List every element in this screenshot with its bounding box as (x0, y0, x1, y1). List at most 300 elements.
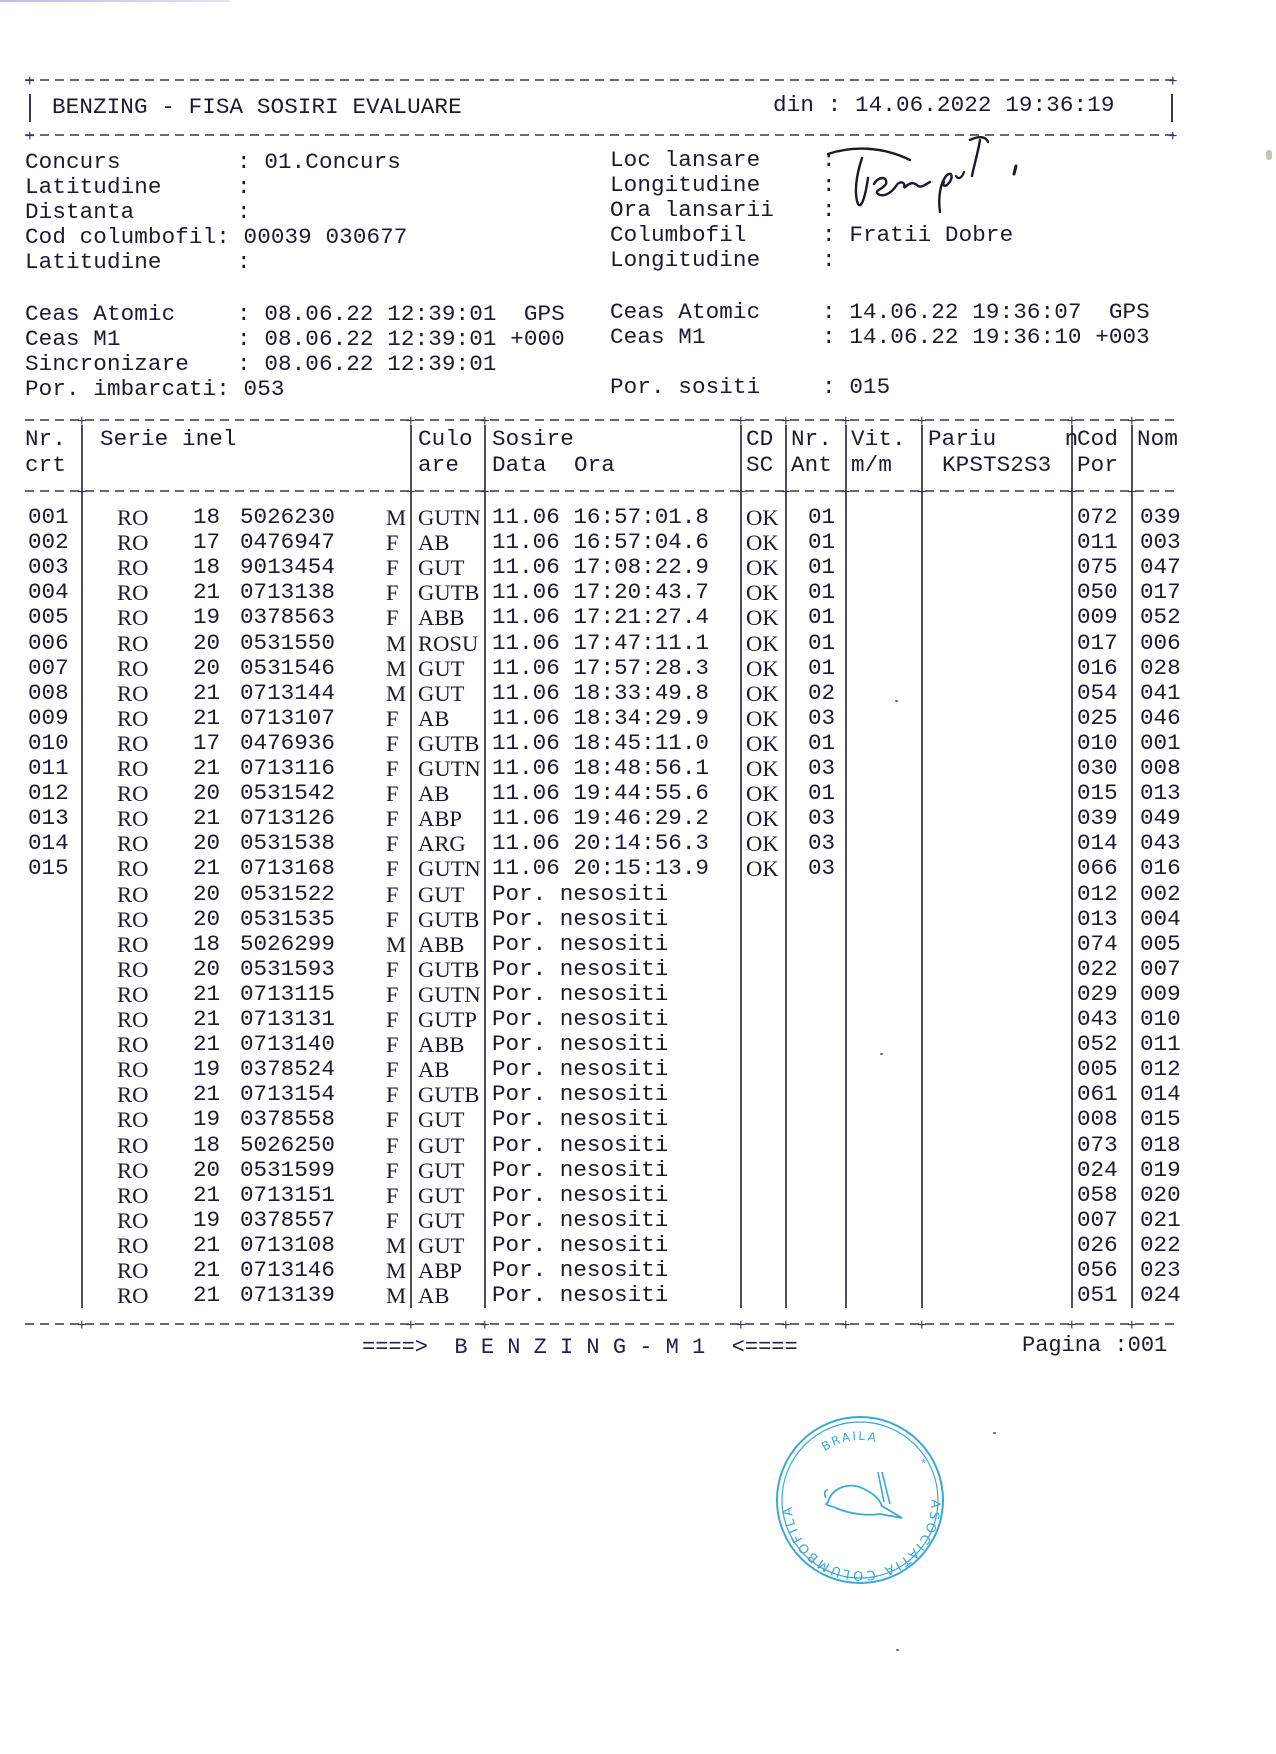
header-culoare-2: are (418, 452, 459, 478)
cell-nom: 002 (1140, 880, 1181, 907)
rule-junction: + (480, 413, 490, 431)
clock-value: : 08.06.22 12:39:01 (237, 351, 497, 377)
cell-cd-sc: OK (746, 630, 779, 656)
rule-junction: + (781, 413, 791, 431)
cell-nr-ant: 01 (808, 504, 836, 530)
clock-label: Sincronizare (25, 351, 189, 377)
table-row (0, 706, 1276, 731)
cell-arrival: Por. nesositi (492, 1231, 669, 1258)
cell-arrival: 11.06 17:08:22.9 (492, 554, 709, 581)
cell-nr: 014 (28, 830, 69, 857)
cell-arrival: 11.06 17:21:27.4 (492, 604, 709, 631)
cell-nom: 052 (1140, 604, 1181, 631)
cell-color: GUTB (418, 956, 480, 982)
cell-ring: 0531546 (240, 654, 335, 681)
table-row (0, 1107, 1276, 1132)
cell-nr: 011 (28, 755, 69, 781)
cell-color: GUT (418, 1207, 465, 1233)
table-row (0, 831, 1276, 856)
rule-junction: + (841, 484, 851, 502)
cell-country: RO (117, 1132, 149, 1158)
info-label: Distanta (25, 199, 135, 225)
cell-ring: 0378557 (240, 1206, 335, 1233)
footer-banner: ====> B E N Z I N G - M 1 <==== (362, 1335, 798, 1360)
cell-nom: 024 (1140, 1282, 1181, 1309)
rule-junction: + (736, 413, 746, 431)
cell-ring: 0713154 (240, 1081, 335, 1108)
cell-nr-ant: 01 (808, 604, 836, 631)
cell-nr: 010 (28, 729, 69, 756)
cell-arrival: Por. nesositi (492, 980, 669, 1007)
clock-datetime: 08.06.22 12:39:01 (264, 326, 497, 352)
cell-cod-por: 073 (1077, 1131, 1118, 1158)
cell-country: RO (117, 881, 149, 907)
cell-cod-por: 016 (1077, 654, 1118, 681)
cell-country: RO (117, 1032, 149, 1058)
cell-cod-por: 013 (1077, 905, 1118, 932)
cell-cd-sc: OK (746, 530, 779, 556)
report-date-value: 14.06.2022 19:36:19 (854, 92, 1115, 118)
table-row (0, 1158, 1276, 1183)
clock-suffix: +003 (1095, 324, 1150, 350)
cell-year: 21 (193, 1257, 221, 1283)
header-nr: Nr. (25, 426, 66, 452)
header-vit: Vit. (851, 426, 906, 452)
cell-cod-por: 026 (1077, 1231, 1118, 1258)
cell-arrival: Por. nesositi (492, 1056, 669, 1083)
cell-year: 20 (193, 830, 221, 857)
cell-nom: 039 (1140, 504, 1181, 530)
info-label: Columbofil (610, 222, 747, 248)
table-row (0, 1208, 1276, 1233)
rule-junction: + (77, 484, 87, 502)
cell-ring: 5026299 (240, 930, 335, 957)
cell-ring: 0713139 (240, 1282, 335, 1309)
cell-color: AB (418, 530, 450, 556)
table-row (0, 1133, 1276, 1158)
table-row (0, 856, 1276, 881)
cell-color: AB (418, 705, 450, 731)
cell-cd-sc: OK (746, 831, 779, 857)
pigeon-emblem-icon (826, 1486, 902, 1518)
cell-color: GUTB (418, 730, 480, 756)
cell-country: RO (117, 1283, 149, 1309)
cell-arrival: 11.06 20:14:56.3 (492, 830, 709, 857)
cell-year: 21 (193, 579, 221, 606)
cell-year: 19 (193, 1056, 221, 1083)
table-row (0, 982, 1276, 1007)
info-value-concurs: : 01.Concurs (237, 149, 401, 175)
cell-year: 21 (193, 805, 221, 832)
cell-color: GUTN (418, 981, 481, 1007)
cell-country: RO (117, 831, 149, 857)
sositi-count: 015 (849, 374, 891, 400)
table-row (0, 907, 1276, 932)
cell-year: 21 (193, 855, 221, 882)
clock-value: : 08.06.22 12:39:01 GPS (237, 301, 565, 327)
cell-color: GUT (418, 1107, 465, 1133)
info-label: Latitudine (25, 174, 162, 200)
cell-cod-por: 010 (1077, 729, 1118, 756)
cell-cod-por: 024 (1077, 1156, 1118, 1183)
cell-sex: F (386, 530, 399, 556)
table-row (0, 1233, 1276, 1258)
cell-cod-por: 066 (1077, 855, 1118, 882)
rule-junction: + (1067, 413, 1077, 431)
cell-sex: M (386, 931, 407, 957)
cell-nom: 010 (1140, 1006, 1181, 1032)
cell-cod-por: 072 (1077, 504, 1118, 530)
clock-datetime: 08.06.22 12:39:01 (264, 301, 497, 327)
cell-sex: M (386, 505, 407, 530)
cell-country: RO (117, 931, 149, 957)
info-colon: : (822, 247, 836, 273)
cell-country: RO (117, 705, 149, 731)
cell-cd-sc: OK (746, 680, 779, 706)
scan-speck (896, 1649, 899, 1651)
rule-junction: + (841, 1317, 851, 1335)
cell-country: RO (117, 756, 149, 781)
cell-ring: 0713168 (240, 855, 335, 882)
cell-nr: 015 (28, 855, 69, 882)
cell-arrival: 11.06 17:20:43.7 (492, 579, 709, 606)
cell-ring: 0531550 (240, 629, 335, 656)
cell-arrival: 11.06 18:33:49.8 (492, 679, 709, 706)
rule-junction: + (1067, 484, 1077, 502)
clock-datetime: 14.06.22 19:36:07 (849, 299, 1082, 325)
rule-junction: + (1127, 484, 1137, 502)
cell-nr-ant: 01 (808, 554, 836, 581)
cell-arrival: Por. nesositi (492, 1131, 669, 1158)
association-stamp (770, 1410, 950, 1590)
table-row (0, 756, 1276, 781)
cell-color: GUTN (418, 856, 481, 882)
cell-country: RO (117, 1182, 149, 1208)
cell-color: AB (418, 1057, 450, 1083)
header-por: Por (1077, 452, 1118, 478)
cell-nr-ant: 01 (808, 529, 836, 556)
rule-junction: + (406, 413, 416, 431)
cell-nom: 012 (1140, 1056, 1181, 1083)
cell-nr-ant: 01 (808, 579, 836, 606)
cell-sex: F (386, 705, 399, 731)
cell-nr: 005 (28, 604, 69, 631)
cell-ring: 5026230 (240, 504, 335, 530)
cell-cd-sc: OK (746, 856, 779, 882)
clock-label: Ceas Atomic (25, 301, 176, 327)
cell-nom: 004 (1140, 905, 1181, 932)
cell-arrival: Por. nesositi (492, 1106, 669, 1133)
cell-country: RO (117, 806, 149, 832)
cell-ring: 0713151 (240, 1181, 335, 1208)
clock-datetime: 08.06.22 12:39:01 (264, 351, 497, 377)
cell-cd-sc: OK (746, 730, 779, 756)
header-sc: SC (746, 452, 774, 478)
cell-sex: F (386, 1207, 399, 1233)
cell-cod-por: 012 (1077, 880, 1118, 907)
info-label: Longitudine (610, 172, 761, 198)
pigeon-wing-icon (878, 1472, 890, 1504)
cell-arrival: Por. nesositi (492, 1031, 669, 1058)
cell-nom: 008 (1140, 755, 1181, 781)
clock-label: Ceas M1 (610, 324, 706, 350)
rule-junction: + (1067, 1317, 1077, 1335)
cell-cd-sc: OK (746, 806, 779, 832)
cell-nom: 017 (1140, 579, 1181, 606)
table-row (0, 932, 1276, 957)
cell-nr: 003 (28, 554, 69, 581)
header-corner: + (1168, 128, 1178, 146)
cell-nom: 020 (1140, 1181, 1181, 1208)
table-row (0, 1283, 1276, 1308)
cell-arrival: 11.06 20:15:13.9 (492, 855, 709, 882)
table-row (0, 781, 1276, 806)
cell-cod-por: 058 (1077, 1181, 1118, 1208)
cell-country: RO (117, 630, 149, 656)
cell-nom: 023 (1140, 1257, 1181, 1283)
cell-nom: 007 (1140, 955, 1181, 982)
cell-country: RO (117, 505, 149, 530)
cell-sex: F (386, 1157, 399, 1183)
table-row (0, 806, 1276, 831)
cell-year: 20 (193, 955, 221, 982)
cell-year: 19 (193, 1106, 221, 1133)
cell-ring: 0713116 (240, 755, 335, 781)
clock-suffix: GPS (1108, 299, 1150, 325)
cell-sex: F (386, 1132, 399, 1158)
cell-nr-ant: 03 (808, 755, 836, 781)
cell-year: 18 (193, 554, 221, 581)
cell-country: RO (117, 680, 149, 706)
cell-arrival: Por. nesositi (492, 1081, 669, 1108)
cell-nr: 006 (28, 629, 69, 656)
cell-cod-por: 008 (1077, 1106, 1118, 1133)
cell-cd-sc: OK (746, 705, 779, 731)
header-pariu: Pariu n (928, 426, 1079, 452)
cell-cd-sc: OK (746, 781, 779, 807)
cell-year: 20 (193, 880, 221, 907)
info-label: Ora lansarii (610, 197, 774, 223)
cell-color: GUT (418, 680, 465, 706)
cell-cod-por: 009 (1077, 604, 1118, 631)
cell-color: GUT (418, 881, 465, 907)
cell-sex: M (386, 1283, 407, 1309)
cell-ring: 0531593 (240, 955, 335, 982)
cell-nom: 018 (1140, 1131, 1181, 1158)
cell-nom: 006 (1140, 629, 1181, 656)
cell-ring: 0476947 (240, 529, 335, 556)
cell-cod-por: 022 (1077, 955, 1118, 982)
cell-nom: 014 (1140, 1081, 1181, 1108)
header-mm: m/m (851, 452, 892, 478)
rule-junction: + (1127, 413, 1137, 431)
cell-nom: 001 (1140, 729, 1181, 756)
cell-nom: 013 (1140, 780, 1181, 807)
cell-nr: 008 (28, 679, 69, 706)
cell-year: 17 (193, 729, 221, 756)
cell-year: 21 (193, 1181, 221, 1208)
cell-sex: F (386, 856, 399, 882)
cell-nom: 046 (1140, 704, 1181, 731)
cell-cod-por: 029 (1077, 980, 1118, 1007)
cell-year: 21 (193, 679, 221, 706)
cell-ring: 0531542 (240, 780, 335, 807)
clock-value: : 14.06.22 19:36:07 GPS (822, 299, 1150, 325)
rule-junction: + (917, 484, 927, 502)
cell-sex: F (386, 605, 399, 631)
cell-sex: F (386, 781, 399, 807)
cell-arrival: Por. nesositi (492, 1181, 669, 1208)
header-nr-ant: Nr. (791, 426, 832, 452)
rule-junction: + (406, 1317, 416, 1335)
cell-color: GUT (418, 655, 465, 681)
info-label: Longitudine (610, 247, 761, 273)
cell-arrival: 11.06 16:57:01.8 (492, 504, 709, 530)
scan-speck (895, 700, 898, 702)
table-row (0, 681, 1276, 706)
cell-country: RO (117, 1057, 149, 1083)
table-row (0, 1007, 1276, 1032)
cell-ring: 0531535 (240, 905, 335, 932)
rule-junction: + (736, 484, 746, 502)
cell-sex: F (386, 881, 399, 907)
header-cod: Cod (1077, 426, 1118, 452)
cell-color: GUTB (418, 580, 480, 606)
cell-nom: 019 (1140, 1156, 1181, 1183)
rule-junction: + (77, 1317, 87, 1335)
cell-nr-ant: 03 (808, 805, 836, 832)
cell-ring: 0713131 (240, 1006, 335, 1032)
page-number: Pagina :001 (1022, 1333, 1168, 1358)
cell-sex: F (386, 806, 399, 832)
stamp-ring-text: ASOCIATIA COLUMBOFILA (780, 1499, 943, 1583)
cell-nom: 016 (1140, 855, 1181, 882)
cell-cod-por: 074 (1077, 930, 1118, 957)
cell-color: GUTB (418, 1082, 480, 1108)
cell-arrival: Por. nesositi (492, 930, 669, 957)
cell-ring: 0531538 (240, 830, 335, 857)
cell-nr-ant: 03 (808, 830, 836, 857)
table-row (0, 1032, 1276, 1057)
cell-country: RO (117, 1258, 149, 1283)
cell-sex: F (386, 1007, 399, 1032)
info-colon: : (237, 249, 265, 275)
cell-year: 20 (193, 905, 221, 932)
cell-color: ABP (418, 806, 462, 832)
header-corner: + (25, 73, 35, 91)
cell-country: RO (117, 655, 149, 681)
report-date-label: din (773, 92, 814, 118)
scan-speck (993, 1432, 996, 1434)
cell-color: AB (418, 781, 450, 807)
table-row (0, 656, 1276, 681)
cell-nom: 043 (1140, 830, 1181, 857)
table-row (0, 505, 1276, 530)
cell-arrival: Por. nesositi (492, 955, 669, 982)
scan-edge-mark (1266, 150, 1272, 160)
sositi-value: : 015 (822, 374, 891, 400)
info-colon: : (822, 197, 836, 223)
info-row: Cod columbofil: 00039 030677 (25, 224, 408, 250)
scan-speck (880, 1053, 883, 1055)
header-serie-inel: Serie inel (100, 426, 237, 452)
cell-nom: 005 (1140, 930, 1181, 957)
cell-arrival: 11.06 18:48:56.1 (492, 755, 709, 781)
cell-cod-por: 015 (1077, 780, 1118, 807)
cell-cod-por: 075 (1077, 554, 1118, 581)
clock-row: Por. imbarcati: 053 (25, 376, 285, 402)
cell-color: AB (418, 1283, 450, 1309)
cell-color: ARG (418, 831, 466, 857)
cell-sex: M (386, 630, 407, 656)
cell-country: RO (117, 1007, 149, 1032)
table-row (0, 605, 1276, 630)
table-row (0, 530, 1276, 555)
cell-country: RO (117, 1107, 149, 1133)
rule-junction: + (736, 1317, 746, 1335)
cell-cod-por: 043 (1077, 1006, 1118, 1032)
cell-color: GUTN (418, 756, 481, 781)
cell-year: 21 (193, 980, 221, 1007)
cell-country: RO (117, 1207, 149, 1233)
cell-color: GUTP (418, 1007, 477, 1032)
cell-ring: 0713107 (240, 704, 335, 731)
cell-nom: 011 (1140, 1031, 1181, 1058)
cell-arrival: Por. nesositi (492, 1206, 669, 1233)
rule-junction: + (480, 484, 490, 502)
cell-ring: 0378524 (240, 1056, 335, 1083)
cell-year: 21 (193, 755, 221, 781)
cell-nr-ant: 02 (808, 679, 836, 706)
cell-sex: F (386, 1082, 399, 1108)
info-label: Loc lansare (610, 147, 761, 173)
imbarcati-value: 053 (243, 376, 285, 402)
clock-suffix: +000 (510, 326, 565, 352)
cell-sex: F (386, 730, 399, 756)
cell-ring: 0531599 (240, 1156, 335, 1183)
table-row (0, 555, 1276, 580)
cell-country: RO (117, 605, 149, 631)
cell-nr: 004 (28, 579, 69, 606)
cell-year: 19 (193, 1206, 221, 1233)
cell-arrival: 11.06 17:47:11.1 (492, 629, 709, 656)
cell-cd-sc: OK (746, 580, 779, 606)
cell-ring: 5026250 (240, 1131, 335, 1158)
cell-ring: 0378563 (240, 604, 335, 631)
cell-nom: 009 (1140, 980, 1181, 1007)
rule-junction: + (781, 484, 791, 502)
cell-arrival: 11.06 18:45:11.0 (492, 729, 709, 756)
report-date: din : 14.06.2022 19:36:19 (773, 92, 1115, 118)
cell-year: 21 (193, 1006, 221, 1032)
cell-nom: 028 (1140, 654, 1181, 681)
cell-nom: 021 (1140, 1206, 1181, 1233)
clock-suffix: GPS (523, 301, 565, 327)
cell-arrival: 11.06 18:34:29.9 (492, 704, 709, 731)
concurs-value: 01.Concurs (264, 149, 401, 175)
rule-junction: + (781, 1317, 791, 1335)
columbofil-name: Fratii Dobre (849, 222, 1014, 248)
cell-color: GUT (418, 1182, 465, 1208)
cell-country: RO (117, 781, 149, 807)
cell-year: 21 (193, 1031, 221, 1058)
cell-country: RO (117, 856, 149, 882)
cell-year: 18 (193, 930, 221, 957)
cell-color: ROSU (418, 630, 479, 656)
header-ant: Ant (791, 452, 832, 478)
cell-ring: 0378558 (240, 1106, 335, 1133)
cell-color: GUT (418, 1132, 465, 1158)
